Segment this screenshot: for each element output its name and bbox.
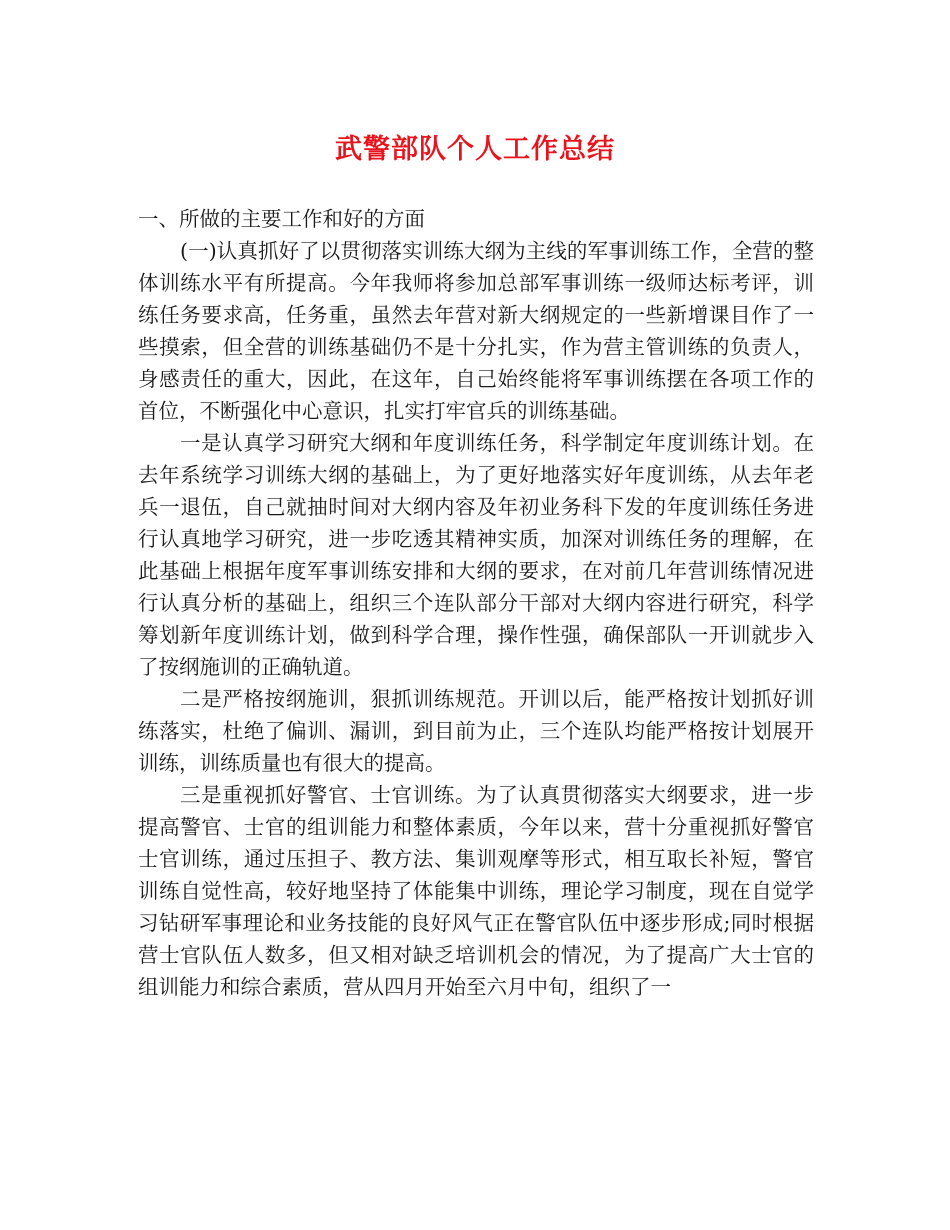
paragraph: (一)认真抓好了以贯彻落实训练大纲为主线的军事训练工作，全营的整体训练水平有所提高。今年我师将参加总部军事训练一级师达标考评，训练任务要求高，任务重，虽然去年营对新大纲规定的一些新增课目作了一些摸索，但全营的训练基础仍不是十分扎实，作为营主管训练的负责人，身感责任的重大，因此，在这年，自己始终能将军事训练摆在各项工作的首位，不断强化中心意识，扎实打牢官兵的训练基础。	[138, 239, 814, 423]
paragraph: 一是认真学习研究大纲和年度训练任务，科学制定年度训练计划。在去年系统学习训练大纲的基础上，为了更好地落实好年度训练，从去年老兵一退伍，自己就抽时间对大纲内容及年初业务科下发的年度训练任务进行认真地学习研究，进一步吃透其精神实质，加深对训练任务的理解，在此基础上根据年度军事训练安排和大纲的要求，在对前几年营训练情况进行认真分析的基础上，组织三个连队部分干部对大纲内容进行研究，科学筹划新年度训练计划，做到科学合理，操作性强，确保部队一开训就步入了按纲施训的正确轨道。	[138, 431, 814, 679]
section-heading: 一、所做的主要工作和好的方面	[138, 207, 425, 231]
document-title: 武警部队个人工作总结	[335, 134, 615, 165]
document-body	[138, 203, 814, 1003]
paragraph: 二是严格按纲施训，狠抓训练规范。开训以后，能严格按计划抓好训练落实，杜绝了偏训、漏训，到目前为止，三个连队均能严格按计划展开训练，训练质量也有很大的提高。	[138, 687, 814, 775]
paragraph: 三是重视抓好警官、士官训练。为了认真贯彻落实大纲要求，进一步提高警官、士官的组训能力和整体素质，今年以来，营十分重视抓好警官士官训练，通过压担子、教方法、集训观摩等形式，相互取长补短，警官训练自觉性高，较好地坚持了体能集中训练，理论学习制度，现在自觉学习钻研军事理论和业务技能的良好风气正在警官队伍中逐步形成;同时根据营士官队伍人数多，但又相对缺乏培训机会的情况，为了提高广大士官的组训能力和综合素质，营从四月开始至六月中旬，组织了一	[138, 783, 814, 999]
